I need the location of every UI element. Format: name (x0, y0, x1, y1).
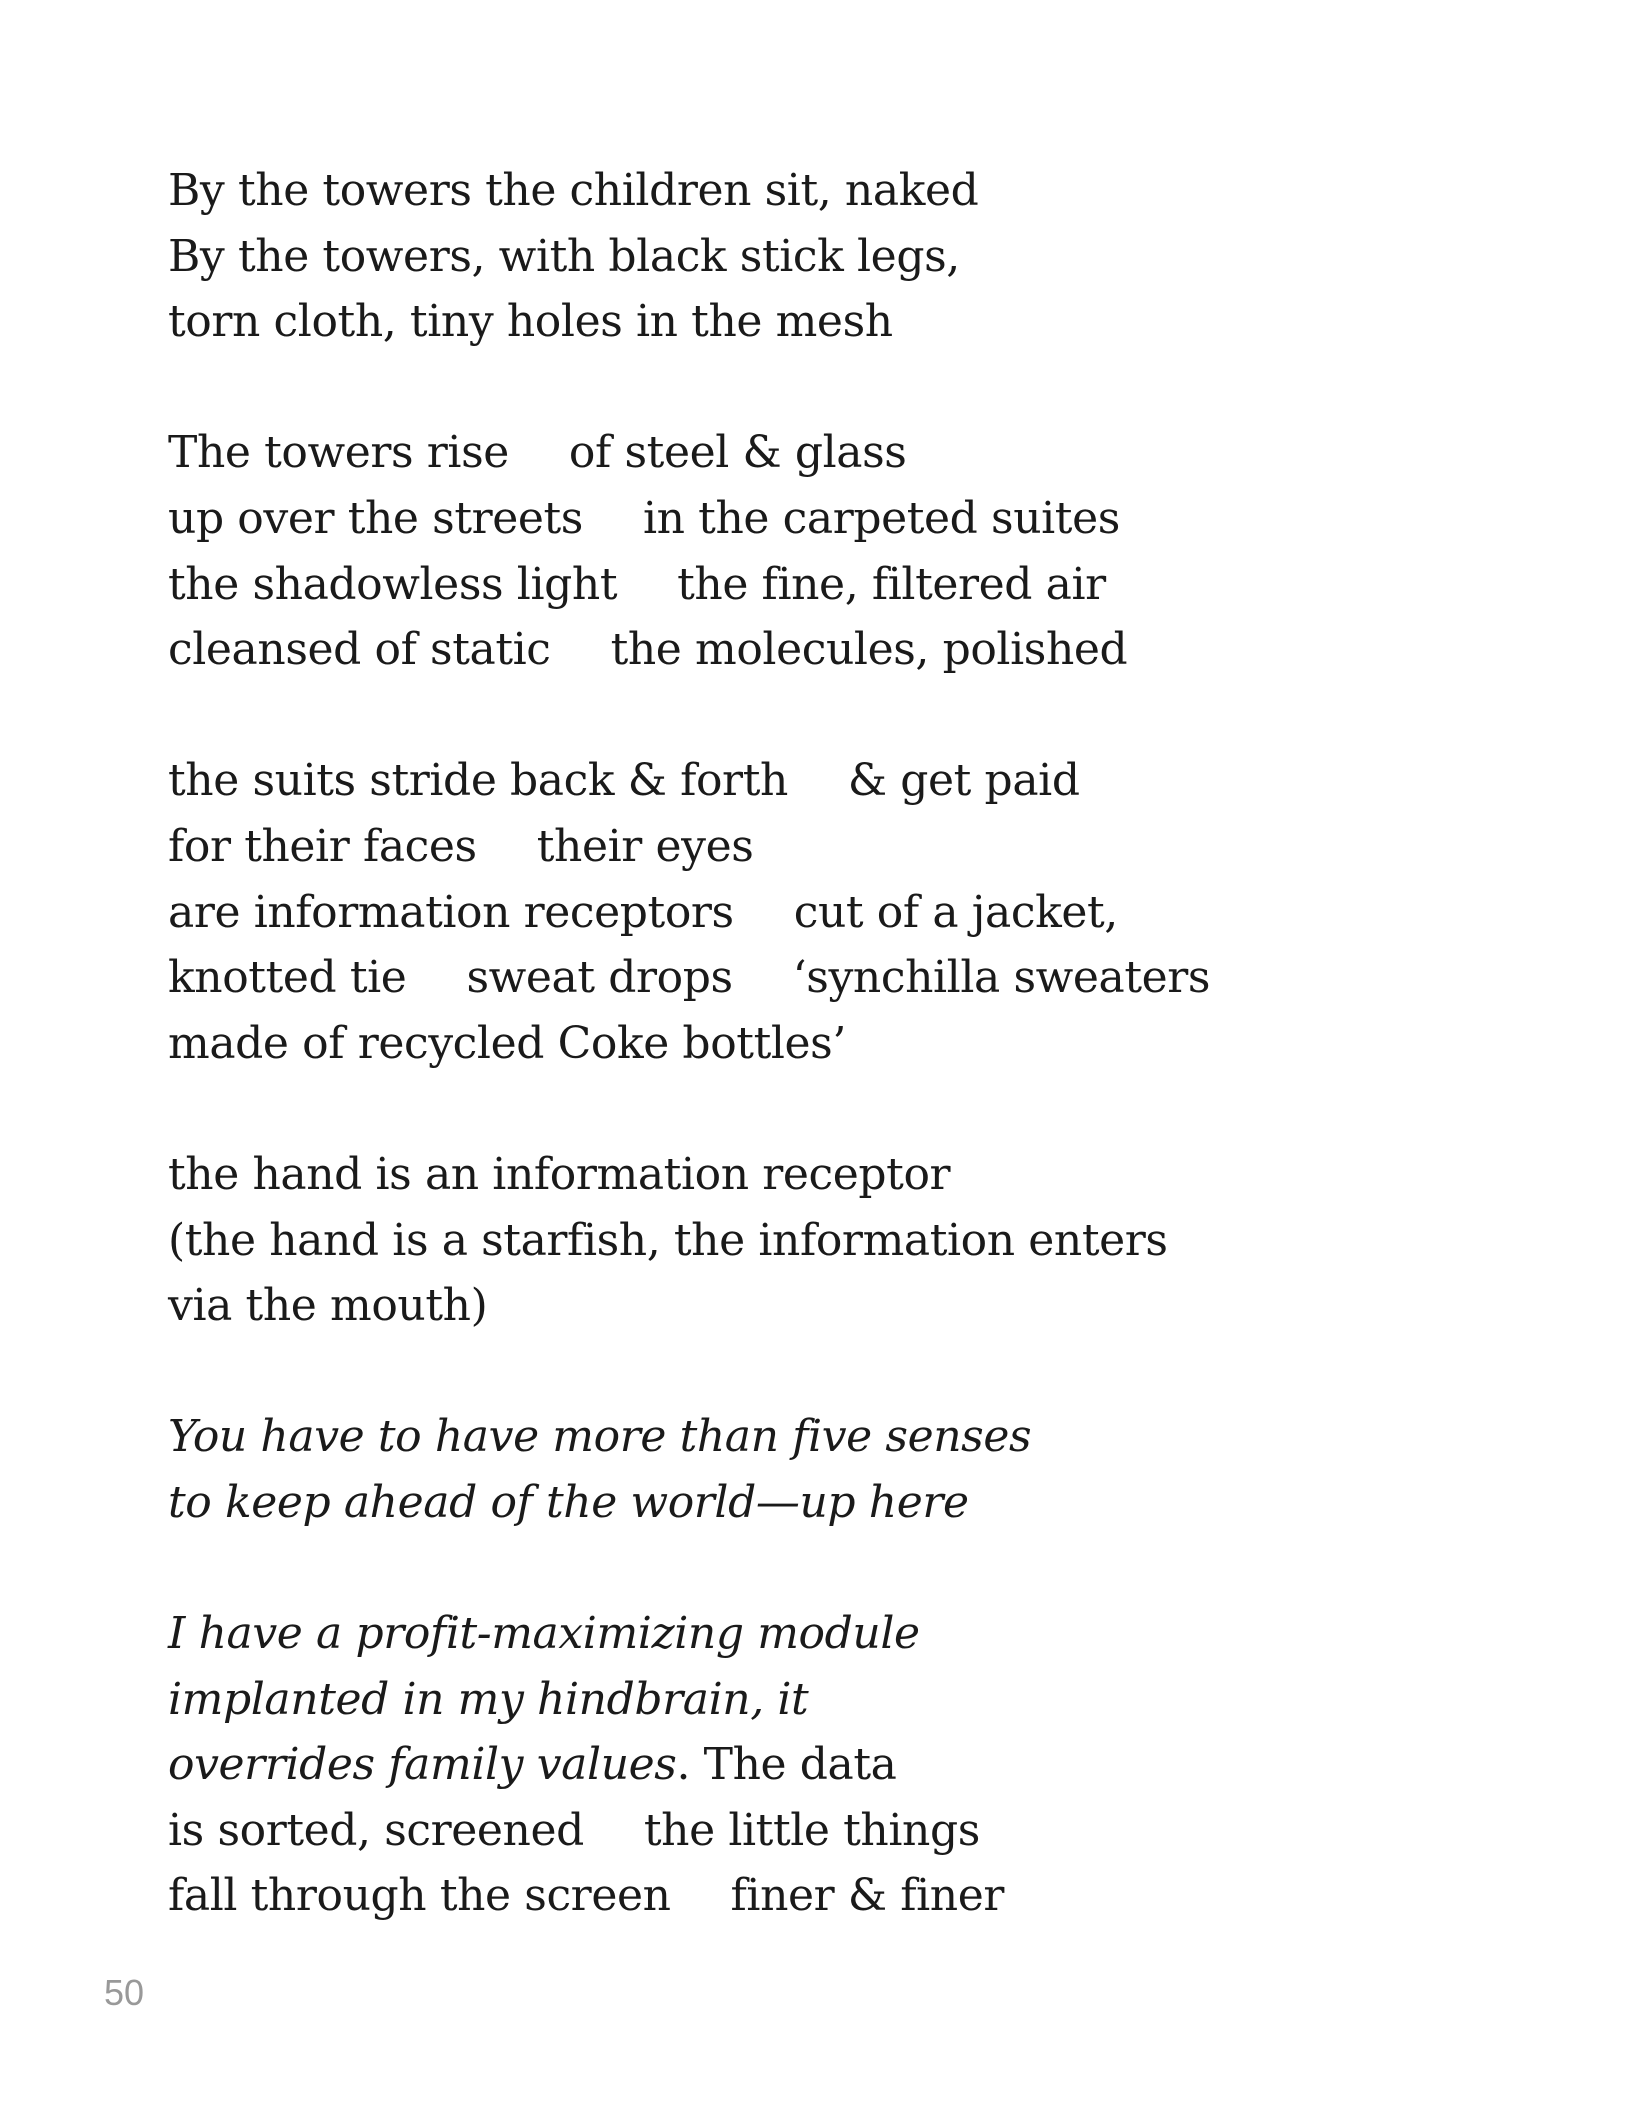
text-segment: By the towers, with black stick legs, (168, 230, 960, 282)
poem-line (168, 552, 1488, 618)
italic-text-segment: I have a profit-maximizing module (168, 1608, 920, 1660)
poem-line (168, 748, 1488, 814)
text-segment: via the mouth) (168, 1280, 488, 1332)
text-segment: fall through the screen (168, 1870, 671, 1922)
text-segment: in the carpeted suites (642, 492, 1120, 544)
text-segment: finer & finer (730, 1870, 1005, 1922)
text-segment: & get paid (847, 755, 1080, 807)
text-segment: torn cloth, tiny holes in the mesh (168, 296, 893, 348)
stanza (168, 1601, 1488, 1929)
poem-line (168, 1863, 1488, 1929)
text-segment: cleansed of static (168, 624, 551, 676)
poem-line (168, 1208, 1488, 1274)
poem-line (168, 880, 1488, 946)
stanza (168, 1404, 1488, 1535)
poem-line (168, 1798, 1488, 1864)
poem-line (168, 1667, 1488, 1733)
poem-line (168, 224, 1488, 290)
text-segment: the molecules, polished (610, 624, 1128, 676)
text-segment: for their faces (168, 820, 477, 872)
poem-line (168, 814, 1488, 880)
text-segment: By the towers the children sit, naked (168, 165, 979, 216)
poem-line (168, 1601, 1488, 1667)
poem-line (168, 420, 1488, 486)
poem-line (168, 1404, 1488, 1470)
text-segment: the fine, filtered air (677, 558, 1106, 610)
text-segment: cut of a jacket, (793, 886, 1118, 938)
text-segment: is sorted, screened (168, 1804, 584, 1856)
poem-line (168, 617, 1488, 683)
italic-text-segment: to keep ahead of the world—up here (168, 1476, 969, 1528)
poem-line (168, 289, 1488, 355)
italic-text-segment: implanted in my hindbrain, it (168, 1673, 809, 1725)
poem-line (168, 1732, 1488, 1798)
stanza (168, 158, 1488, 355)
poem-line (168, 1011, 1488, 1077)
poem-line (168, 1470, 1488, 1536)
text-segment: The towers rise (168, 427, 509, 479)
text-segment: their eyes (536, 820, 754, 872)
text-segment: (the hand is a starfish, the information enters (168, 1214, 1168, 1266)
page-number: 50 (104, 1972, 145, 2013)
text-segment: the suits stride back & forth (168, 755, 788, 807)
text-segment: are information receptors (168, 886, 734, 938)
poem-line (168, 486, 1488, 552)
text-segment: of steel & glass (568, 427, 907, 479)
text-segment: up over the streets (168, 492, 583, 544)
text-segment: made of recycled Coke bottles’ (168, 1017, 846, 1069)
text-segment: sweat drops (466, 952, 733, 1004)
stanza (168, 748, 1488, 1076)
text-segment: the little things (643, 1804, 980, 1856)
stanza (168, 1142, 1488, 1339)
text-segment: the hand is an information receptor (168, 1148, 951, 1200)
poem-line (168, 1273, 1488, 1339)
stanza (168, 420, 1488, 682)
italic-text-segment: overrides family values (168, 1739, 677, 1791)
poem-line (168, 158, 1488, 224)
poem-line (168, 1142, 1488, 1208)
text-segment: . The data (676, 1739, 897, 1791)
italic-text-segment: You have to have more than five senses (168, 1411, 1032, 1463)
text-segment: ‘synchilla sweaters (792, 952, 1211, 1004)
poem (168, 158, 1488, 1929)
text-segment: the shadowless light (168, 558, 618, 610)
text-segment: knotted tie (168, 952, 407, 1004)
poem-line (168, 945, 1488, 1011)
